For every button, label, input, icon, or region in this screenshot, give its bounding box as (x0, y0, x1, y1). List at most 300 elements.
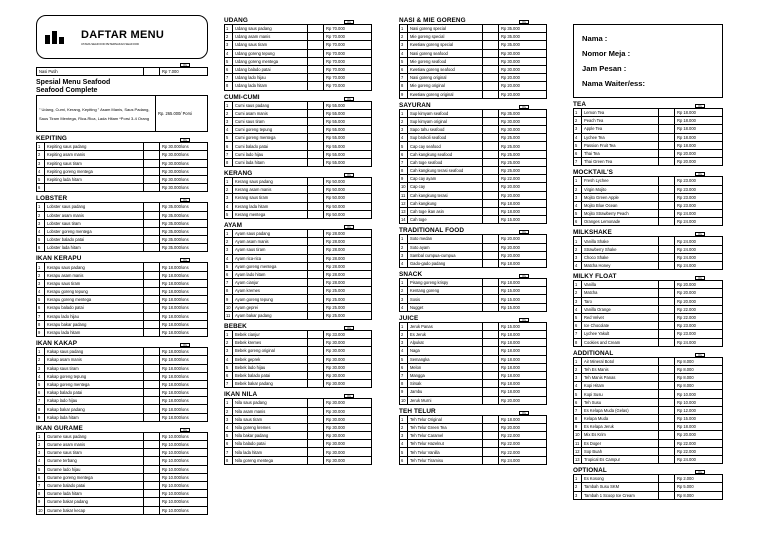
table-row[interactable] (400, 355, 547, 363)
table-row[interactable] (37, 184, 208, 192)
qty-cell[interactable] (483, 339, 499, 347)
table-row[interactable] (37, 175, 208, 183)
qty-cell[interactable] (483, 216, 499, 224)
table-row[interactable] (574, 338, 723, 346)
table-row[interactable]: " Udang, Cumi, Kerang, Kepiting " Asam Manis, Saus Padang, Saus Tiram Mentega, Rica-Rica, Lada Hitam *Porsi 3-4 Orang Rp. 265.000/ Porsi (37, 96, 208, 132)
qty-cell[interactable] (483, 82, 499, 90)
qty-cell[interactable] (308, 311, 324, 319)
table-row[interactable] (574, 447, 723, 455)
table-row[interactable] (400, 380, 547, 388)
table-row[interactable] (574, 117, 723, 125)
table-row[interactable] (225, 331, 372, 339)
qty-cell[interactable] (144, 304, 160, 312)
qty-cell[interactable] (659, 374, 675, 382)
table-row[interactable] (400, 423, 547, 431)
table-row[interactable] (37, 328, 208, 336)
qty-cell[interactable] (659, 330, 675, 338)
qty-cell[interactable] (659, 262, 675, 270)
table-row[interactable] (574, 109, 723, 117)
qty-cell[interactable] (483, 126, 499, 134)
table-row[interactable] (400, 57, 547, 65)
table-row[interactable] (225, 347, 372, 355)
qty-cell[interactable] (144, 244, 160, 252)
table-row[interactable] (225, 49, 372, 57)
table-row[interactable] (400, 448, 547, 456)
table-row[interactable] (400, 82, 547, 90)
table-row[interactable] (37, 465, 208, 473)
table-row[interactable] (574, 423, 723, 431)
table-row[interactable] (225, 254, 372, 262)
table-row[interactable] (225, 33, 372, 41)
table-row[interactable] (574, 398, 723, 406)
qty-cell[interactable] (144, 151, 160, 159)
qty-cell[interactable] (659, 125, 675, 133)
table-row[interactable] (574, 141, 723, 149)
qty-cell[interactable] (308, 49, 324, 57)
qty-cell[interactable] (308, 134, 324, 142)
qty-cell[interactable] (659, 281, 675, 289)
qty-cell[interactable] (483, 331, 499, 339)
table-row[interactable] (225, 262, 372, 270)
qty-cell[interactable] (308, 270, 324, 278)
table-row[interactable] (37, 167, 208, 175)
qty-cell[interactable] (144, 296, 160, 304)
table-row[interactable] (400, 49, 547, 57)
qty-cell[interactable] (144, 263, 160, 271)
table-row[interactable] (37, 320, 208, 328)
table-row[interactable] (225, 229, 372, 237)
table-row[interactable] (400, 331, 547, 339)
qty-cell[interactable] (144, 219, 160, 227)
qty-cell[interactable] (308, 432, 324, 440)
table-row[interactable] (225, 355, 372, 363)
table-row[interactable] (574, 201, 723, 209)
table-row[interactable] (37, 498, 208, 506)
qty-cell[interactable] (308, 254, 324, 262)
table-row[interactable] (37, 263, 208, 271)
table-row[interactable] (225, 415, 372, 423)
table-row[interactable] (574, 289, 723, 297)
qty-cell[interactable] (308, 109, 324, 117)
qty-cell[interactable] (308, 210, 324, 218)
table-row[interactable] (574, 491, 723, 499)
table-row[interactable] (225, 380, 372, 388)
table-row[interactable] (37, 304, 208, 312)
qty-cell[interactable] (483, 150, 499, 158)
qty-cell[interactable] (659, 218, 675, 226)
qty-cell[interactable] (144, 184, 160, 192)
qty-cell[interactable] (144, 465, 160, 473)
table-row[interactable] (400, 117, 547, 125)
qty-cell[interactable] (483, 388, 499, 396)
table-row[interactable] (225, 202, 372, 210)
qty-cell[interactable] (659, 201, 675, 209)
qty-cell[interactable] (483, 117, 499, 125)
qty-cell[interactable] (308, 448, 324, 456)
table-row[interactable] (225, 432, 372, 440)
qty-cell[interactable] (308, 74, 324, 82)
qty-cell[interactable] (659, 133, 675, 141)
table-row[interactable] (225, 25, 372, 33)
table-row[interactable] (225, 134, 372, 142)
table-row[interactable] (225, 142, 372, 150)
qty-cell[interactable] (308, 440, 324, 448)
qty-cell[interactable] (144, 364, 160, 372)
table-row[interactable] (400, 199, 547, 207)
table-row[interactable] (400, 134, 547, 142)
table-row[interactable] (37, 364, 208, 372)
table-row[interactable] (37, 432, 208, 440)
qty-cell[interactable] (659, 158, 675, 166)
table-row[interactable] (400, 295, 547, 303)
table-row[interactable] (225, 82, 372, 90)
table-row[interactable] (37, 449, 208, 457)
qty-cell[interactable] (659, 289, 675, 297)
qty-cell[interactable] (483, 134, 499, 142)
table-row[interactable] (574, 365, 723, 373)
table-row[interactable] (37, 159, 208, 167)
qty-cell[interactable] (144, 490, 160, 498)
qty-cell[interactable] (659, 149, 675, 157)
table-row[interactable] (400, 126, 547, 134)
qty-cell[interactable] (144, 356, 160, 364)
qty-cell[interactable] (308, 158, 324, 166)
qty-cell[interactable] (483, 448, 499, 456)
qty-cell[interactable] (144, 441, 160, 449)
table-row[interactable] (574, 218, 723, 226)
qty-cell[interactable] (659, 177, 675, 185)
qty-cell[interactable] (144, 380, 160, 388)
qty-cell[interactable] (483, 440, 499, 448)
table-row[interactable] (574, 330, 723, 338)
table-row[interactable] (574, 253, 723, 261)
table-row[interactable] (574, 313, 723, 321)
table-row[interactable] (574, 455, 723, 463)
table-row[interactable] (37, 397, 208, 405)
table-row[interactable] (400, 347, 547, 355)
table-row[interactable] (225, 303, 372, 311)
qty-cell[interactable] (144, 432, 160, 440)
qty-cell[interactable] (308, 279, 324, 287)
qty-cell[interactable] (659, 475, 675, 483)
qty-cell[interactable] (483, 25, 499, 33)
table-row[interactable] (37, 372, 208, 380)
qty-cell[interactable] (144, 473, 160, 481)
qty-cell[interactable] (659, 491, 675, 499)
table-row[interactable] (400, 243, 547, 251)
table-row[interactable] (225, 194, 372, 202)
qty-cell[interactable] (144, 279, 160, 287)
table-row[interactable] (400, 109, 547, 117)
qty-cell[interactable] (308, 117, 324, 125)
table-row[interactable] (400, 158, 547, 166)
table-row[interactable] (574, 177, 723, 185)
qty-cell[interactable] (483, 355, 499, 363)
table-row[interactable] (400, 191, 547, 199)
table-row[interactable] (37, 296, 208, 304)
qty-cell[interactable] (483, 423, 499, 431)
table-row[interactable] (225, 65, 372, 73)
qty-cell[interactable] (659, 297, 675, 305)
table-row[interactable] (574, 158, 723, 166)
qty-cell[interactable] (483, 251, 499, 259)
table-row[interactable] (400, 388, 547, 396)
qty-cell[interactable] (659, 253, 675, 261)
qty-cell[interactable] (483, 74, 499, 82)
qty-cell[interactable] (308, 41, 324, 49)
table-row[interactable] (400, 65, 547, 73)
qty-cell[interactable] (659, 365, 675, 373)
qty-cell[interactable] (659, 338, 675, 346)
table-row[interactable] (574, 185, 723, 193)
qty-cell[interactable] (659, 357, 675, 365)
table-row[interactable] (400, 251, 547, 259)
name-field[interactable]: Nama : (582, 34, 608, 43)
table-row[interactable] (574, 210, 723, 218)
qty-cell[interactable] (483, 183, 499, 191)
table-row[interactable] (37, 288, 208, 296)
table-row[interactable] (400, 235, 547, 243)
qty-cell[interactable] (308, 355, 324, 363)
qty-cell[interactable] (144, 167, 160, 175)
qty-cell[interactable] (483, 33, 499, 41)
qty-cell[interactable] (308, 246, 324, 254)
qty-cell[interactable] (659, 185, 675, 193)
table-row[interactable] (37, 271, 208, 279)
table-number-field[interactable]: Nomor Meja : (582, 49, 631, 58)
table-row[interactable] (37, 441, 208, 449)
qty-cell[interactable] (308, 238, 324, 246)
qty-cell[interactable] (483, 279, 499, 287)
qty-cell[interactable] (483, 396, 499, 404)
table-row[interactable] (225, 287, 372, 295)
qty-cell[interactable] (659, 322, 675, 330)
table-row[interactable] (225, 178, 372, 186)
qty-cell[interactable] (659, 415, 675, 423)
qty-cell[interactable] (308, 380, 324, 388)
qty-cell[interactable] (659, 245, 675, 253)
table-row[interactable] (574, 415, 723, 423)
table-row[interactable] (574, 125, 723, 133)
table-row[interactable] (400, 74, 547, 82)
table-row[interactable] (400, 142, 547, 150)
table-row[interactable] (400, 150, 547, 158)
qty-cell[interactable] (144, 288, 160, 296)
qty-cell[interactable] (659, 398, 675, 406)
qty-cell[interactable] (483, 303, 499, 311)
qty-cell[interactable] (144, 159, 160, 167)
qty-cell[interactable] (483, 199, 499, 207)
table-row[interactable] (37, 348, 208, 356)
table-row[interactable] (400, 432, 547, 440)
qty-cell[interactable] (483, 415, 499, 423)
qty-cell[interactable] (308, 25, 324, 33)
table-row[interactable] (37, 356, 208, 364)
qty-cell[interactable] (308, 295, 324, 303)
qty-cell[interactable] (483, 322, 499, 330)
qty-cell[interactable] (483, 347, 499, 355)
qty-cell[interactable] (483, 207, 499, 215)
qty-cell[interactable] (144, 405, 160, 413)
table-row[interactable] (400, 175, 547, 183)
qty-cell[interactable] (659, 305, 675, 313)
table-row[interactable] (37, 279, 208, 287)
table-row[interactable] (400, 339, 547, 347)
table-row[interactable] (400, 303, 547, 311)
qty-cell[interactable] (659, 237, 675, 245)
table-row[interactable] (400, 363, 547, 371)
qty-cell[interactable] (144, 211, 160, 219)
table-row[interactable] (574, 374, 723, 382)
qty-cell[interactable] (308, 399, 324, 407)
waiter-field[interactable]: Nama Waiter/ess: (582, 79, 646, 88)
table-row[interactable] (37, 143, 208, 151)
table-row[interactable] (37, 506, 208, 514)
qty-cell[interactable] (144, 143, 160, 151)
qty-cell[interactable] (483, 259, 499, 267)
table-row[interactable] (37, 413, 208, 421)
qty-cell[interactable] (308, 178, 324, 186)
qty-cell[interactable] (308, 33, 324, 41)
table-row[interactable] (574, 193, 723, 201)
table-row[interactable] (400, 216, 547, 224)
qty-cell[interactable] (659, 447, 675, 455)
order-time-field[interactable]: Jam Pesan : (582, 64, 627, 73)
qty-cell[interactable] (659, 483, 675, 491)
table-row[interactable] (574, 357, 723, 365)
table-row[interactable] (400, 456, 547, 464)
qty-cell[interactable] (308, 407, 324, 415)
table-row[interactable] (574, 149, 723, 157)
qty-cell[interactable] (308, 331, 324, 339)
qty-cell[interactable] (659, 423, 675, 431)
table-row[interactable] (400, 25, 547, 33)
qty-cell[interactable] (483, 158, 499, 166)
table-row[interactable] (574, 281, 723, 289)
qty-cell[interactable] (659, 141, 675, 149)
table-row[interactable] (37, 312, 208, 320)
qty-cell[interactable] (483, 363, 499, 371)
qty-cell[interactable] (308, 229, 324, 237)
qty-cell[interactable] (308, 202, 324, 210)
table-row[interactable] (574, 297, 723, 305)
table-row[interactable] (574, 133, 723, 141)
table-row[interactable] (225, 371, 372, 379)
qty-cell[interactable] (483, 167, 499, 175)
qty-cell[interactable] (659, 313, 675, 321)
qty-cell[interactable] (144, 312, 160, 320)
qty-cell[interactable] (144, 236, 160, 244)
qty-cell[interactable] (308, 423, 324, 431)
table-row[interactable] (37, 227, 208, 235)
table-row[interactable] (225, 279, 372, 287)
table-row[interactable] (400, 33, 547, 41)
table-row[interactable] (400, 259, 547, 267)
qty-cell[interactable] (483, 191, 499, 199)
qty-cell[interactable] (483, 432, 499, 440)
table-row[interactable] (37, 219, 208, 227)
table-row[interactable]: Nasi Putih Rp 7.000 (37, 68, 208, 76)
qty-cell[interactable] (483, 295, 499, 303)
qty-cell[interactable] (308, 65, 324, 73)
qty-cell[interactable] (308, 82, 324, 90)
qty-cell[interactable] (144, 498, 160, 506)
table-row[interactable] (225, 74, 372, 82)
table-row[interactable] (574, 483, 723, 491)
qty-cell[interactable] (483, 142, 499, 150)
qty-cell[interactable] (483, 175, 499, 183)
qty-cell[interactable] (144, 271, 160, 279)
table-row[interactable] (574, 262, 723, 270)
qty-cell[interactable] (144, 481, 160, 489)
table-row[interactable] (400, 90, 547, 98)
qty-cell[interactable] (659, 382, 675, 390)
qty-cell[interactable] (483, 109, 499, 117)
table-row[interactable] (400, 371, 547, 379)
qty-cell[interactable] (308, 371, 324, 379)
qty-cell[interactable] (659, 193, 675, 201)
table-row[interactable] (225, 150, 372, 158)
qty-cell[interactable] (483, 371, 499, 379)
qty-cell[interactable] (483, 49, 499, 57)
table-row[interactable] (400, 207, 547, 215)
qty-cell[interactable] (144, 348, 160, 356)
table-row[interactable] (225, 440, 372, 448)
table-row[interactable] (400, 415, 547, 423)
qty-cell[interactable] (308, 142, 324, 150)
table-row[interactable] (37, 389, 208, 397)
qty-cell[interactable] (659, 431, 675, 439)
table-row[interactable] (574, 431, 723, 439)
qty-cell[interactable] (483, 287, 499, 295)
qty-cell[interactable] (483, 235, 499, 243)
table-row[interactable] (574, 439, 723, 447)
table-row[interactable] (574, 406, 723, 414)
table-row[interactable] (225, 158, 372, 166)
qty-cell[interactable] (659, 439, 675, 447)
table-row[interactable] (574, 390, 723, 398)
table-row[interactable] (225, 109, 372, 117)
table-row[interactable] (225, 456, 372, 464)
table-row[interactable] (400, 41, 547, 49)
qty-cell[interactable] (483, 41, 499, 49)
qty-cell[interactable] (308, 303, 324, 311)
table-row[interactable] (400, 322, 547, 330)
table-row[interactable] (225, 117, 372, 125)
table-row[interactable] (225, 407, 372, 415)
table-row[interactable] (37, 236, 208, 244)
table-row[interactable] (225, 311, 372, 319)
qty-cell[interactable] (483, 243, 499, 251)
table-row[interactable] (225, 339, 372, 347)
qty-cell[interactable] (483, 380, 499, 388)
qty-cell[interactable] (659, 390, 675, 398)
table-row[interactable] (400, 167, 547, 175)
table-row[interactable] (225, 399, 372, 407)
table-row[interactable] (225, 363, 372, 371)
qty-cell[interactable] (144, 457, 160, 465)
table-row[interactable] (225, 57, 372, 65)
qty-cell[interactable] (144, 227, 160, 235)
table-row[interactable] (574, 475, 723, 483)
table-row[interactable] (37, 244, 208, 252)
qty-cell[interactable] (144, 389, 160, 397)
qty-cell[interactable] (483, 57, 499, 65)
table-row[interactable] (37, 473, 208, 481)
table-row[interactable] (37, 405, 208, 413)
table-row[interactable] (400, 183, 547, 191)
qty-cell[interactable] (308, 126, 324, 134)
